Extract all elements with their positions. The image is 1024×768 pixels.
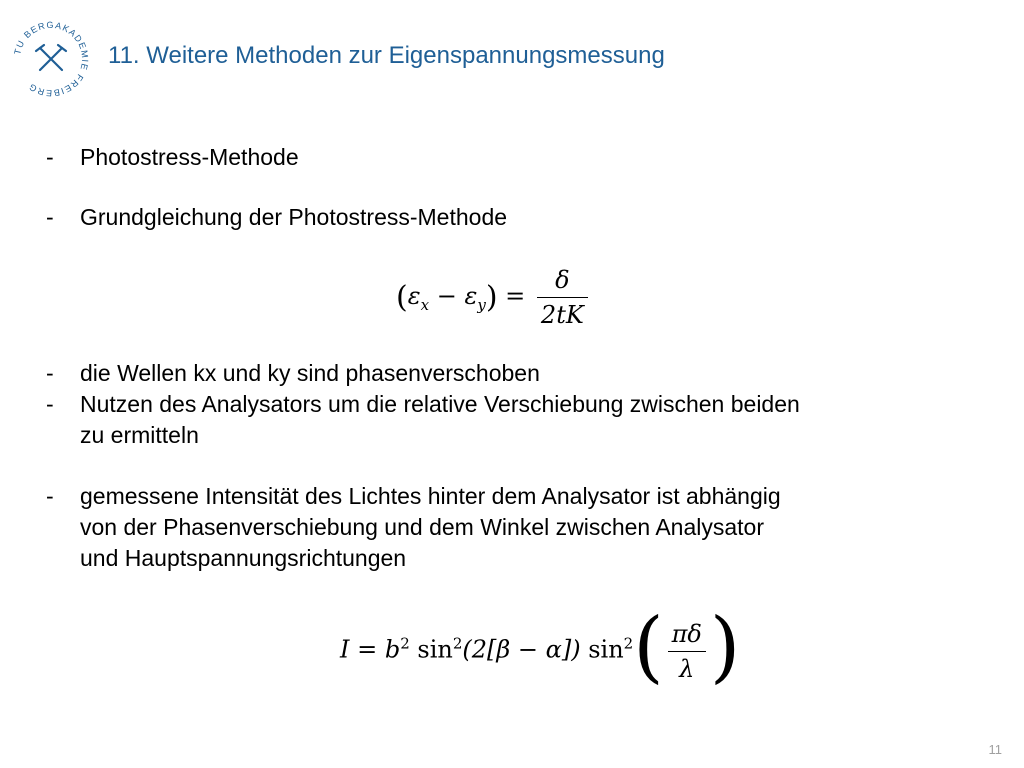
bullet-dash: -: [46, 483, 54, 509]
bullet-text: zu ermitteln: [80, 422, 199, 448]
fraction: $\frac{\pi\delta}{\lambda}$: [668, 620, 706, 683]
equation-photostress: $(\varepsilon_x - \varepsilon_y)$ = $\frac{\delta}{2tK}$: [396, 266, 592, 329]
bullet-item: [46, 142, 299, 173]
equation-intensity: $I = b^2$ $\sin^2(2[\beta - \alpha])$ $\sin^2$( $\frac{\pi\delta}{\lambda}$ ): [340, 602, 741, 692]
page-number: 11: [988, 742, 1002, 757]
bullet-text: Nutzen des Analysators um die relative Verschiebung zwischen beiden: [80, 391, 800, 417]
bullet-item: [46, 358, 540, 389]
university-logo: [10, 18, 92, 100]
bullet-dash: -: [46, 391, 54, 417]
bullet-dash: -: [46, 204, 54, 230]
bullet-item: [46, 202, 507, 233]
svg-text:TU BERGAKADEMIE FREIBERG: TU BERGAKADEMIE FREIBERG: [12, 19, 91, 99]
seal-icon: [10, 18, 92, 100]
bullet-text: die Wellen kx und ky sind phasenverschoben: [80, 360, 540, 386]
bullet-text: Photostress-Methode: [80, 144, 299, 170]
bullet-text: von der Phasenverschiebung und dem Winkel zwischen Analysator: [80, 514, 764, 540]
bullet-text: gemessene Intensität des Lichtes hinter dem Analysator ist abhängig: [80, 483, 781, 509]
bullet-dash: -: [46, 360, 54, 386]
bullet-dash: -: [46, 144, 54, 170]
bullet-text: und Hauptspannungsrichtungen: [80, 545, 407, 571]
page-title: 11. Weitere Methoden zur Eigenspannungsmessung: [108, 42, 665, 69]
bullet-item: [46, 481, 781, 574]
fraction: $\frac{\delta}{2tK}$: [537, 266, 588, 329]
bullet-text: Grundgleichung der Photostress-Methode: [80, 204, 508, 230]
bullet-item: [46, 389, 800, 451]
